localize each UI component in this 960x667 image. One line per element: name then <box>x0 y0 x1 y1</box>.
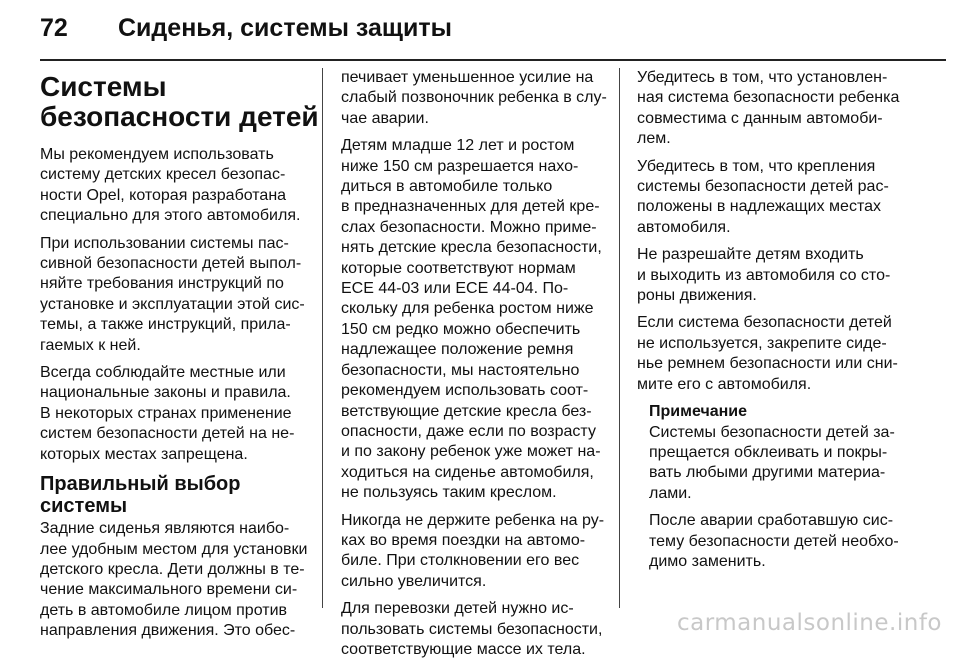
text-line: систему детских кресел безопас- <box>40 166 286 184</box>
text-line: и выходить из автомобиля со сто- <box>637 266 891 284</box>
text-line: слабый позвоночник ребенка в слу- <box>341 89 607 107</box>
text-line: димо заменить. <box>649 552 766 570</box>
note-paragraph <box>649 423 907 505</box>
text-line: чение максимального времени си- <box>40 581 298 599</box>
text-line: прещается обклеивать и покры- <box>649 443 888 461</box>
text-line: слах безопасности. Можно приме- <box>341 218 597 236</box>
text-line: При использовании системы пас- <box>40 234 289 252</box>
column-3 <box>637 68 907 579</box>
text-line: Задние сиденья являются наибо- <box>40 520 290 538</box>
text-line: сивной безопасности детей выпол- <box>40 255 302 273</box>
text-line: Детям младше 12 лет и ростом <box>341 137 575 155</box>
text-line: направления движения. Это обес- <box>40 622 296 640</box>
paragraph <box>341 511 609 593</box>
text-line: совместима с данным автомоби- <box>637 109 883 127</box>
text-line: рекомендуем использовать соот- <box>341 382 589 400</box>
text-line: ках во время поездки на автомо- <box>341 531 586 549</box>
column-divider-1 <box>322 68 323 608</box>
text-line: в предназначенных для детей кре- <box>341 198 600 216</box>
text-line: автомобиля. <box>637 218 731 236</box>
text-line: лами. <box>649 484 692 502</box>
text-line: лем. <box>637 130 671 148</box>
paragraph <box>637 245 907 306</box>
column-divider-2 <box>619 68 620 608</box>
text-line: Убедитесь в том, что установлен- <box>637 69 888 86</box>
column-2 <box>341 68 609 667</box>
text-line: которых местах запрещена. <box>40 445 248 463</box>
watermark: carmanualsonline.info <box>676 610 942 636</box>
text-line: нять детские кресла безопасности, <box>341 239 602 257</box>
text-line: которые соответствуют нормам <box>341 259 576 277</box>
text-line: безопасности детей <box>40 101 319 132</box>
text-line: ECE 44-03 или ECE 44-04. По- <box>341 280 569 298</box>
text-line: ветствующие детские кресла без- <box>341 402 592 420</box>
paragraph <box>40 234 310 356</box>
text-line: ниже 150 см разрешается нахо- <box>341 157 579 175</box>
text-line: Для перевозки детей нужно ис- <box>341 600 574 618</box>
paragraph <box>637 157 907 239</box>
text-line: и по закону ребенок уже может на- <box>341 443 601 461</box>
text-line: системы безопасности детей рас- <box>637 178 889 196</box>
subsection-title: Правильный выбор системы <box>40 473 241 518</box>
text-line: Не разрешайте детям входить <box>637 246 864 264</box>
text-line: гаемых к ней. <box>40 336 141 354</box>
text-line: Мы рекомендуем использовать <box>40 146 274 163</box>
text-line: После аварии сработавшую сис- <box>649 512 894 530</box>
text-line: Убедитесь в том, что крепления <box>637 157 876 175</box>
text-line: национальные законы и правила. <box>40 384 291 402</box>
text-line: Системы безопасности детей за- <box>649 423 895 441</box>
text-line: ности Opel, которая разработана <box>40 186 287 204</box>
text-line: детского кресла. Дети должны в те- <box>40 560 305 578</box>
note-paragraph <box>649 511 907 572</box>
text-line: не пользуясь таким креслом. <box>341 484 557 502</box>
text-line: систем безопасности детей на не- <box>40 425 295 443</box>
text-line: Системы <box>40 71 167 102</box>
paragraph <box>637 68 907 150</box>
section-title <box>40 71 319 132</box>
note-title: Примечание <box>649 403 748 421</box>
text-line: роны движения. <box>637 287 757 305</box>
page-header <box>40 14 452 54</box>
text-line: нье ремнем безопасности или сни- <box>637 355 898 373</box>
text-line: лее удобным местом для установки <box>40 540 308 558</box>
text-line: надлежащее положение ремня <box>341 341 574 359</box>
text-line: пользовать системы безопасности, <box>341 620 603 638</box>
text-line: няйте требования инструкций по <box>40 275 284 293</box>
header-rule <box>40 59 946 61</box>
paragraph <box>341 599 609 660</box>
text-line: скольку для ребенка ростом ниже <box>341 300 594 318</box>
text-line: мите его с автомобиля. <box>637 375 812 393</box>
text-line: 150 см редко можно обеспечить <box>341 320 581 338</box>
text-line: соответствующие массе их тела. <box>341 640 586 658</box>
text-line: сильно увеличится. <box>341 572 487 590</box>
text-line: Если система безопасности детей <box>637 314 892 332</box>
text-line: ходиться на сиденье автомобиля, <box>341 463 594 481</box>
paragraph <box>341 68 609 129</box>
text-line: ная система безопасности ребенка <box>637 89 900 107</box>
paragraph <box>637 313 907 395</box>
text-line: деть в автомобиле лицом против <box>40 601 288 619</box>
text-line: вать любыми другими материа- <box>649 464 886 482</box>
text-line: опасности, даже если по возрасту <box>341 422 596 440</box>
text-line: диться в автомобиле только <box>341 178 553 196</box>
text-line: чае аварии. <box>341 109 429 127</box>
text-line: не используется, закрепите сиде- <box>637 334 887 352</box>
text-line: специально для этого автомобиля. <box>40 207 301 225</box>
text-line: безопасности, мы настоятельно <box>341 361 580 379</box>
text-line: биле. При столкновении его вес <box>341 552 580 570</box>
text-line: тему безопасности детей необхо- <box>649 532 899 550</box>
text-line: Всегда соблюдайте местные или <box>40 364 286 382</box>
text-line: печивает уменьшенное усилие на <box>341 69 594 86</box>
text-line: Никогда не держите ребенка на ру- <box>341 511 605 529</box>
text-line: В некоторых странах применение <box>40 404 292 422</box>
paragraph <box>40 519 310 641</box>
text-line: положены в надлежащих местах <box>637 198 881 216</box>
text-line: темы, а также инструкций, прила- <box>40 316 291 334</box>
note-box <box>649 402 907 572</box>
column-1 <box>40 68 319 649</box>
text-line: установке и эксплуатации этой сис- <box>40 295 305 313</box>
page-number: 72 <box>40 14 68 42</box>
paragraph <box>341 136 609 503</box>
paragraph <box>40 145 310 227</box>
page-title: Сиденья, системы защиты <box>118 14 452 42</box>
paragraph <box>40 363 310 465</box>
